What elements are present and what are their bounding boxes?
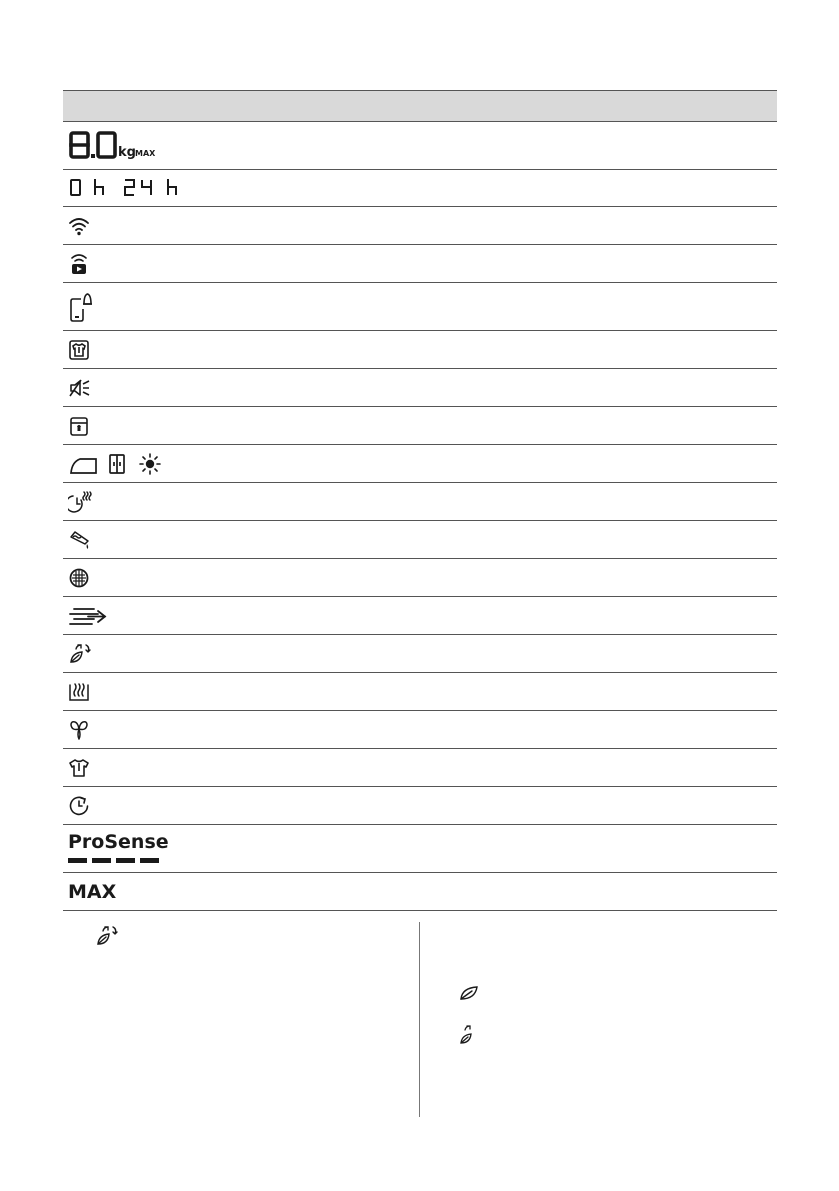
row-time-range	[63, 170, 777, 207]
iron-cupboard-sun-icons	[68, 452, 168, 476]
row-wifi	[63, 207, 777, 245]
timer-heat-icon	[68, 490, 94, 514]
svg-text:MAX: MAX	[135, 148, 156, 158]
row-prosense	[63, 825, 777, 873]
eco-leaf-icon	[68, 642, 94, 666]
right-note-column	[440, 910, 777, 1115]
row-eco	[63, 635, 777, 673]
water-container-icon	[68, 529, 92, 551]
child-lock-icon	[68, 415, 90, 437]
row-phone-notification	[63, 283, 777, 331]
time-range-display	[68, 177, 188, 199]
row-anti-crease-phase	[63, 749, 777, 787]
row-dryness-level	[63, 445, 777, 483]
shirt-box-icon	[68, 339, 90, 361]
row-anti-crease	[63, 331, 777, 369]
row-drying-phase	[63, 673, 777, 711]
indicator-table	[63, 90, 777, 911]
weight-digits-icon	[68, 130, 156, 162]
fan-icon	[68, 719, 90, 741]
airflow-icon	[68, 605, 108, 627]
load-weight-display	[68, 130, 156, 162]
time-range-icon	[68, 177, 188, 199]
row-drying-time	[63, 483, 777, 521]
row-load-weight	[63, 122, 777, 170]
wifi-icon	[68, 215, 90, 237]
row-water-container	[63, 521, 777, 559]
row-heat-exchanger	[63, 597, 777, 635]
eco-leaf-icon	[458, 1022, 480, 1046]
phone-bell-icon	[68, 291, 94, 323]
table-header	[63, 90, 777, 122]
row-child-lock	[63, 407, 777, 445]
heat-waves-icon	[68, 681, 90, 703]
eco-leaf-icon	[95, 924, 121, 948]
row-cooling	[63, 711, 777, 749]
column-divider	[419, 922, 420, 1117]
row-max	[63, 873, 777, 911]
leaf-icon	[458, 984, 480, 1002]
svg-text:kg: kg	[118, 144, 136, 160]
remote-control-icon	[68, 252, 90, 276]
max-label: MAX	[68, 880, 117, 903]
filter-icon	[68, 567, 90, 589]
speaker-off-icon	[68, 378, 92, 398]
left-note-column	[63, 910, 419, 1115]
row-delay-start	[63, 787, 777, 825]
row-remote-control	[63, 245, 777, 283]
row-sound-off	[63, 369, 777, 407]
prosense-bars-icon	[68, 856, 160, 866]
prosense-label: ProSense	[68, 830, 169, 853]
row-filter	[63, 559, 777, 597]
delay-start-icon	[68, 795, 90, 817]
shirt-icon	[68, 757, 90, 779]
